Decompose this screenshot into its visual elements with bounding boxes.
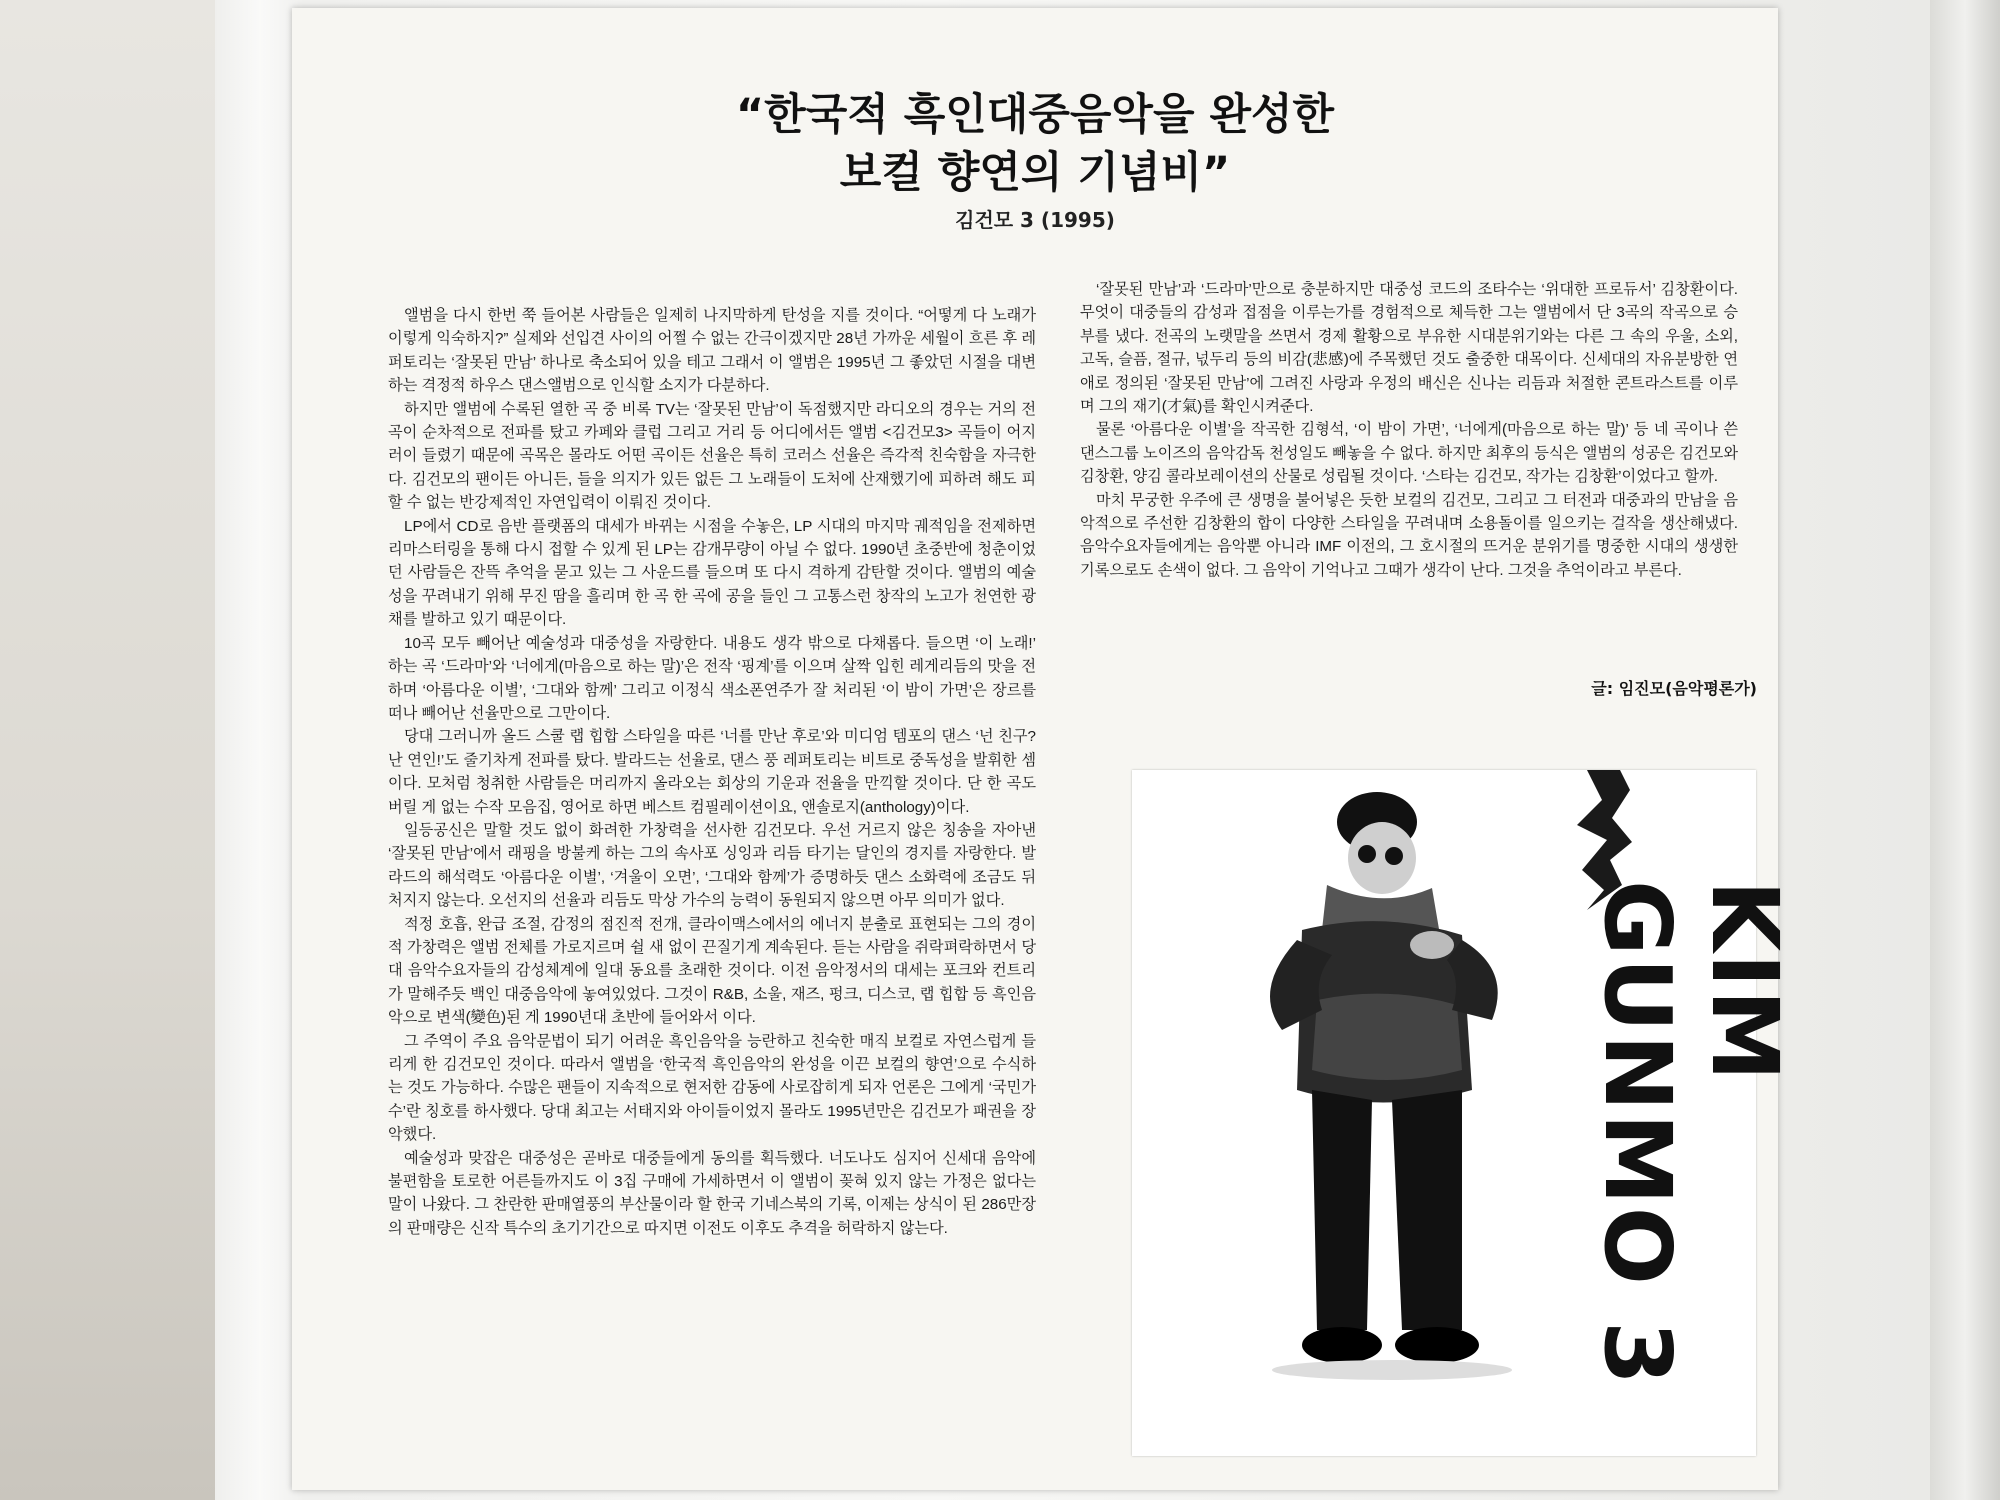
- paragraph: 그 주역이 주요 음악문법이 되기 어려운 흑인음악을 능란하고 친숙한 매직 보컬로 자연스럽게 들리게 한 김건모인 것이다. 따라서 앨범을 ‘한국적 흑인음악의 완성을 이끈 보컬의 향연’으로 수식하는 것도 가능하다. 수많은 팬들이 지속적으로 현저한 감동에 사로잡히게 되자 언론은 그에게 ‘국민가수’란 칭호를 하사했다. 당대 최고는 서태지와 아이들이었지 몰라도 1995년만은 김건모가 패권을 장악했다.: [388, 1032, 1036, 1144]
- album-cover-title: KIM GUNMO 3: [1584, 880, 1798, 1388]
- right-column: [1080, 278, 1738, 582]
- paragraph: LP에서 CD로 음반 플랫폼의 대세가 바뀌는 시점을 수놓은, LP 시대의 마지막 궤적임을 전제하면 리마스터링을 통해 다시 접할 수 있게 된 LP는 감개무량이 아닐 수 없다. 1990년 초중반에 청춘이었던 사람들은 잔뜩 추억을 묻고 있는 그 사운드를 들으며 또 다시 격하게 감탄할 것이다. 앨범의 예술성을 꾸려내기 위해 무진 땀을 흘리며 한 곡 한 곡에 공을 들인 그 고통스런 창작의 노고가 천연한 광채를 발하고 있기 때문이다.: [388, 517, 1036, 629]
- paragraph: 물론 ‘아름다운 이별’을 작곡한 김형석, ‘이 밤이 가면’, ‘너에게(마음으로 하는 말)’ 등 네 곡이나 쓴 댄스그룹 노이즈의 음악감독 천성일도 빼놓을 수 없다. 하지만 최후의 등식은 앨범의 성공은 김건모와 김창환, 양김 콜라보레이션의 산물로 성립될 것이다. ‘스타는 김건모, 작가는 김창환’이었다고 할까.: [1080, 421, 1738, 486]
- paragraph: 마치 무궁한 우주에 큰 생명을 불어넣은 듯한 보컬의 김건모, 그리고 그 터전과 대중과의 만남을 음악적으로 주선한 김창환의 합이 다양한 스타일을 꾸려내며 소용돌이를 일으키는 걸작을 생산해냈다. 음악수요자들에게는 음악뿐 아니라 IMF 이전의, 그 호시절의 뜨거운 분위기를 명중한 시대의 생생한 기록으로도 손색이 없다. 그 음악이 기억나고 그때가 생각이 난다. 그것을 추억이라고 부른다.: [1080, 491, 1738, 579]
- paragraph: 당대 그러니까 올드 스쿨 랩 힙합 스타일을 따른 ‘너를 만난 후로’와 미디엄 템포의 댄스 ‘넌 친구? 난 연인!’도 줄기차게 전파를 탔다. 발라드는 선율로, 댄스 풍 레퍼토리는 비트로 중독성을 발휘한 셈이다. 모처럼 청취한 사람들은 머리까지 올라오는 회상의 기운과 전율을 만끽할 것이다. 단 한 곡도 버릴 게 없는 수작 모음집, 영어로 하면 베스트 컴필레이션이요, 앤솔로지(anthology)이다.: [388, 728, 1036, 816]
- paragraph: 앨범을 다시 한번 쭉 들어본 사람들은 일제히 나지막하게 탄성을 지를 것이다. “어떻게 다 노래가 이렇게 익숙하지?” 실제와 선입견 사이의 어쩔 수 없는 간극이겠지만 28년 가까운 세월이 흐른 후 레퍼토리는 ‘잘못된 만남’ 하나로 축소되어 있을 테고 그래서 이 앨범은 1995년 그 좋았던 시절을 대변하는 격정적 하우스 댄스앨범으로 인식할 소지가 다분하다.: [388, 307, 1036, 395]
- sleeve-edge: [1930, 0, 2000, 1500]
- author-byline: 글: 임진모(음악평론가): [1591, 679, 1757, 698]
- page-title: [292, 86, 1778, 202]
- title-line-2: 보컬 향연의 기념비”: [839, 148, 1231, 198]
- left-column: [388, 304, 1036, 1240]
- paragraph: 일등공신은 말할 것도 없이 화려한 가창력을 선사한 김건모다. 우선 거르지 않은 칭송을 자아낸 ‘잘못된 만남’에서 래핑을 방불케 하는 그의 속사포 싱잉과 리듬 타기는 달인의 경지를 자랑한다. 발라드의 해석력도 ‘아름다운 이별’, ‘겨울이 오면’, ‘그대와 함께’가 증명하듯 댄스 소화력에 조금도 뒤처지지 않는다. 오선지의 선율과 리듬도 막상 가수의 능력이 동원되지 않으면 아무 의미가 없다.: [388, 821, 1036, 910]
- paragraph: 적정 호흡, 완급 조절, 감정의 점진적 전개, 클라이맥스에서의 에너지 분출로 표현되는 그의 경이적 가창력은 앨범 전체를 가로지르며 쉴 새 없이 끈질기게 계속된다. 듣는 사람을 쥐락펴락하면서 당대 음악수요자들의 감성체계에 일대 동요를 초래한 것이다. 이전 음악정서의 대세는 포크와 컨트리가 말해주듯 백인 대중음악에 놓여있었다. 그것이 R&B, 소울, 재즈, 펑크, 디스코, 랩 힙합 등 흑인음악으로 변색(變色)된 게 1990년대 초반에 들어와서 이다.: [388, 915, 1036, 1027]
- liner-notes-insert: [292, 8, 1798, 1490]
- paragraph: ‘잘못된 만남’과 ‘드라마’만으로 충분하지만 대중성 코드의 조타수는 ‘위대한 프로듀서’ 김창환이다. 무엇이 대중들의 감성과 접점을 이루는가를 경험적으로 체득한 그는 앨범에서 단 3곡의 작곡으로 승부를 냈다. 전곡의 노랫말을 쓰면서 경제 활황으로 부유한 시대분위기와는 다른 그 속의 우울, 소외, 고독, 슬픔, 절규, 넋두리 등의 비감(悲感)에 주목했던 것도 출중한 대목이다. 신세대의 자유분방한 연애로 정의된 ‘잘못된 만남’에 그려진 사랑과 우정의 배신은 신나는 리듬과 처절한 콘트라스트를 이루며 그의 재기(才氣)를 확인시켜준다.: [1080, 281, 1738, 416]
- album-cover-image: [1132, 770, 1798, 1456]
- album-subtitle: 김건모 3 (1995): [955, 208, 1115, 232]
- title-line-1: “한국적 흑인대중음악을 완성한: [735, 90, 1335, 140]
- paragraph: 예술성과 맞잡은 대중성은 곧바로 대중들에게 동의를 획득했다. 너도나도 심지어 신세대 음악에 불편함을 토로한 어른들까지도 이 3집 구매에 가세하면서 이 앨범이 꽂혀 있지 않는 가정은 없다는 말이 나왔다. 그 찬란한 판매열풍의 부산물이라 할 한국 기네스북의 기록, 이제는 상식이 된 286만장의 판매량은 신작 특수의 초기기간으로 따지면 이전도 이후도 추격을 허락하지 않는다.: [388, 1149, 1036, 1237]
- paragraph: 10곡 모두 빼어난 예술성과 대중성을 자랑한다. 내용도 생각 밖으로 다채롭다. 들으면 ‘이 노래!’ 하는 곡 ‘드라마’와 ‘너에게(마음으로 하는 말)’은 전작 ‘핑계’를 이으며 살짝 입힌 레게리듬의 맛을 전하며 ‘아름다운 이별’, ‘그대와 함께’ 그리고 이정식 색소폰연주가 잘 처리된 ‘이 밤이 가면’은 장르를 떠나 빼어난 선율만으로 그만이다.: [388, 634, 1036, 722]
- paragraph: 하지만 앨범에 수록된 열한 곡 중 비록 TV는 ‘잘못된 만남’이 독점했지만 라디오의 경우는 거의 전곡이 순차적으로 전파를 탔고 카페와 클럽 그리고 거리 등 어디에서든 앨범 <김건모3> 곡들이 어지러이 들렸기 때문에 곡목은 몰라도 어떤 곡이든 선율은 특히 코러스 선율은 즉각적 친숙함을 자극한다. 김건모의 팬이든 아니든, 들을 의지가 있든 없든 그 노래들이 도처에 산재했기에 피하려 해도 피할 수 없는 반강제적인 자연입력이 이뤄진 것이다.: [388, 400, 1036, 512]
